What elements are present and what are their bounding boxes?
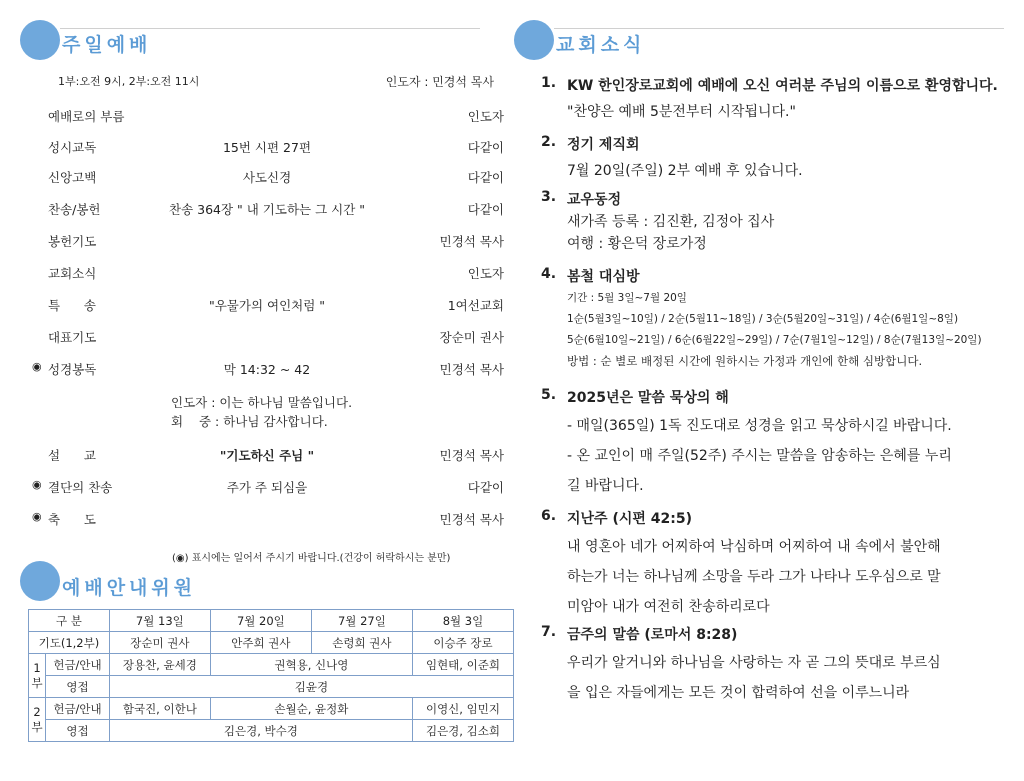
part-label: 2 부 [29, 698, 46, 742]
order-row [32, 478, 504, 498]
order-item-detail: 사도신경 [242, 170, 292, 185]
news-line: 새가족 등록 : 김진환, 김정아 집사 [567, 214, 775, 230]
news-line: 우리가 알거니와 하나님을 사랑하는 자 곧 그의 뜻대로 부르심 [567, 655, 941, 671]
order-row [32, 328, 504, 348]
news-title: 교회소식 [556, 34, 646, 56]
order-item-person: 장순미 권사 [439, 330, 504, 345]
order-item-label: 축 도 [48, 512, 96, 527]
table-cell: 장순미 권사 [109, 632, 210, 654]
header-rule [554, 28, 1004, 29]
order-item-label: 성경봉독 [48, 362, 97, 377]
order-item-person: 인도자 [467, 109, 504, 124]
order-row [32, 360, 504, 380]
table-cell: 이영신, 임민지 [412, 698, 513, 720]
order-row [32, 446, 504, 466]
order-row [32, 296, 504, 316]
service-times: 1부:오전 9시, 2부:오전 11시 [58, 75, 200, 88]
table-row [29, 676, 514, 698]
circle-bullet-icon [20, 20, 60, 60]
news-detail-line: 5순(6월10일~21일) / 6순(6월22일~29일) / 7순(7월1일~12일) / 8순(7월13일~20일) [567, 334, 982, 346]
news-line: - 매일(365일) 1독 진도대로 성경을 읽고 묵상하시길 바랍니다. [567, 418, 952, 434]
ushers-section-header [20, 561, 480, 605]
news-number: 7. [541, 624, 557, 640]
table-cell: 김윤경 [109, 676, 513, 698]
table-row [29, 632, 514, 654]
news-detail-line: 1순(5월3일~10일) / 2순(5월11~18일) / 3순(5월20일~31일) / 4순(6월1일~8일) [567, 313, 959, 325]
news-heading: KW 한인장로교회에 예배에 오신 여러분 주님의 이름으로 환영합니다. [567, 78, 998, 94]
circle-bullet-icon [514, 20, 554, 60]
news-number: 4. [541, 266, 557, 282]
news-heading: 교우동정 [567, 192, 622, 208]
ushers-table [28, 609, 514, 742]
standing-note: (◉) 표시에는 일어서 주시기 바랍니다.(건강이 허락하시는 분만) [172, 553, 451, 564]
order-item-person: 민경석 목사 [439, 512, 504, 527]
news-heading: 정기 제직회 [567, 137, 640, 153]
table-cell: 함국진, 이한나 [109, 698, 210, 720]
order-item-label: 성시교독 [48, 140, 97, 155]
table-header-cell: 7월 20일 [210, 610, 311, 632]
order-row [32, 264, 504, 284]
order-item-label: 설 교 [48, 448, 96, 463]
table-cell: 임현태, 이준희 [412, 654, 513, 676]
header-rule [60, 28, 480, 29]
order-item-detail: 막 14:32 ~ 42 [223, 362, 311, 377]
order-item-label: 예배로의 부름 [48, 109, 125, 124]
news-line: 7월 20일(주일) 2부 예배 후 있습니다. [567, 163, 803, 179]
table-cell: 장용찬, 윤세경 [109, 654, 210, 676]
row-label: 헌금/안내 [46, 654, 110, 676]
news-detail-line: 기간 : 5월 3일~7월 20일 [567, 292, 687, 304]
order-item-label: 봉헌기도 [48, 234, 97, 249]
table-row [29, 698, 514, 720]
order-item-detail: 15번 시편 27편 [222, 140, 312, 155]
news-heading: 금주의 말씀 (로마서 8:28) [567, 627, 738, 643]
table-header-cell: 7월 27일 [311, 610, 412, 632]
table-cell: 이승주 장로 [412, 632, 513, 654]
table-cell: 손령희 권사 [311, 632, 412, 654]
row-label: 헌금/안내 [46, 698, 110, 720]
table-cell: 손월순, 윤정화 [210, 698, 412, 720]
order-item-detail: "기도하신 주님 " [219, 448, 315, 463]
news-number: 5. [541, 387, 557, 403]
news-heading: 봄철 대심방 [567, 269, 640, 285]
news-line: 여행 : 황은덕 장로가정 [567, 236, 707, 252]
order-row [32, 200, 504, 220]
news-line: - 온 교인이 매 주일(52주) 주시는 말씀을 암송하는 은혜를 누리 [567, 448, 952, 464]
order-item-person: 다같이 [467, 140, 504, 155]
circle-bullet-icon [20, 561, 60, 601]
table-row [29, 720, 514, 742]
order-row [32, 138, 504, 158]
news-section-header [514, 20, 1004, 64]
news-line: 길 바랍니다. [567, 478, 644, 494]
stand-mark-icon: ◉ [32, 478, 42, 491]
table-header-cell: 7월 13일 [109, 610, 210, 632]
order-item-label: 신앙고백 [48, 170, 97, 185]
news-line: 을 입은 자들에게는 모든 것이 합력하여 선을 이루느니라 [567, 685, 910, 701]
row-label: 영접 [46, 676, 110, 698]
news-number: 6. [541, 508, 557, 524]
order-item-detail: 찬송 364장 " 내 기도하는 그 시간 " [169, 202, 365, 217]
order-row [32, 232, 504, 252]
order-item-detail: 주가 주 되심을 [226, 480, 308, 495]
table-header-row [29, 610, 514, 632]
table-header-cell: 8월 3일 [412, 610, 513, 632]
table-cell: 김은경, 박수경 [109, 720, 412, 742]
order-item-label: 대표기도 [48, 330, 97, 345]
order-item-person: 민경석 목사 [439, 234, 504, 249]
news-detail-line: 방법 : 순 별로 배정된 시간에 원하시는 가정과 개인에 한해 심방합니다. [567, 354, 923, 368]
order-item-label: 특 송 [48, 298, 96, 313]
table-cell: 김은경, 김소희 [412, 720, 513, 742]
order-item-person: 민경석 목사 [439, 362, 504, 377]
order-item-label: 찬송/봉헌 [48, 202, 101, 217]
table-cell: 안주희 권사 [210, 632, 311, 654]
order-item-person: 1여선교회 [447, 298, 504, 313]
row-label: 기도(1,2부) [29, 632, 110, 654]
worship-title: 주일예배 [62, 34, 152, 56]
news-heading: 지난주 (시편 42:5) [567, 511, 692, 527]
order-item-person: 다같이 [467, 202, 504, 217]
order-row [32, 107, 504, 127]
order-row [32, 510, 504, 530]
worship-leader: 인도자 : 민경석 목사 [385, 75, 494, 89]
part-label: 1 부 [29, 654, 46, 698]
order-item-person: 인도자 [467, 266, 504, 281]
stand-mark-icon: ◉ [32, 360, 42, 373]
table-row [29, 654, 514, 676]
news-number: 3. [541, 189, 557, 205]
news-number: 2. [541, 134, 557, 150]
order-row [32, 168, 504, 188]
response-leader-line: 인도자 : 이는 하나님 말씀입니다. [171, 395, 353, 410]
news-heading: 2025년은 말씀 묵상의 해 [567, 390, 729, 406]
news-line: 하는가 너는 하나님께 소망을 두라 그가 나타나 도우심으로 말 [567, 569, 941, 585]
order-item-person: 다같이 [467, 480, 504, 495]
stand-mark-icon: ◉ [32, 510, 42, 523]
order-item-person: 다같이 [467, 170, 504, 185]
order-item-person: 민경석 목사 [439, 448, 504, 463]
worship-section-header [20, 20, 480, 64]
table-header-cell: 구 분 [29, 610, 110, 632]
order-item-label: 결단의 찬송 [48, 480, 113, 495]
news-line: "찬양은 예배 5분전부터 시작됩니다." [567, 104, 796, 120]
table-cell: 권혁용, 신나영 [210, 654, 412, 676]
response-congregation-line: 회 중 : 하나님 감사합니다. [171, 414, 328, 429]
news-line: 미암아 내가 여전히 찬송하리로다 [567, 599, 770, 615]
news-line: 내 영혼아 네가 어찌하여 낙심하며 어찌하여 내 속에서 불안해 [567, 539, 941, 555]
news-number: 1. [541, 75, 557, 91]
row-label: 영접 [46, 720, 110, 742]
order-item-label: 교회소식 [48, 266, 97, 281]
ushers-title: 예배안내위원 [62, 577, 197, 599]
order-item-detail: "우물가의 여인처럼 " [208, 298, 326, 313]
